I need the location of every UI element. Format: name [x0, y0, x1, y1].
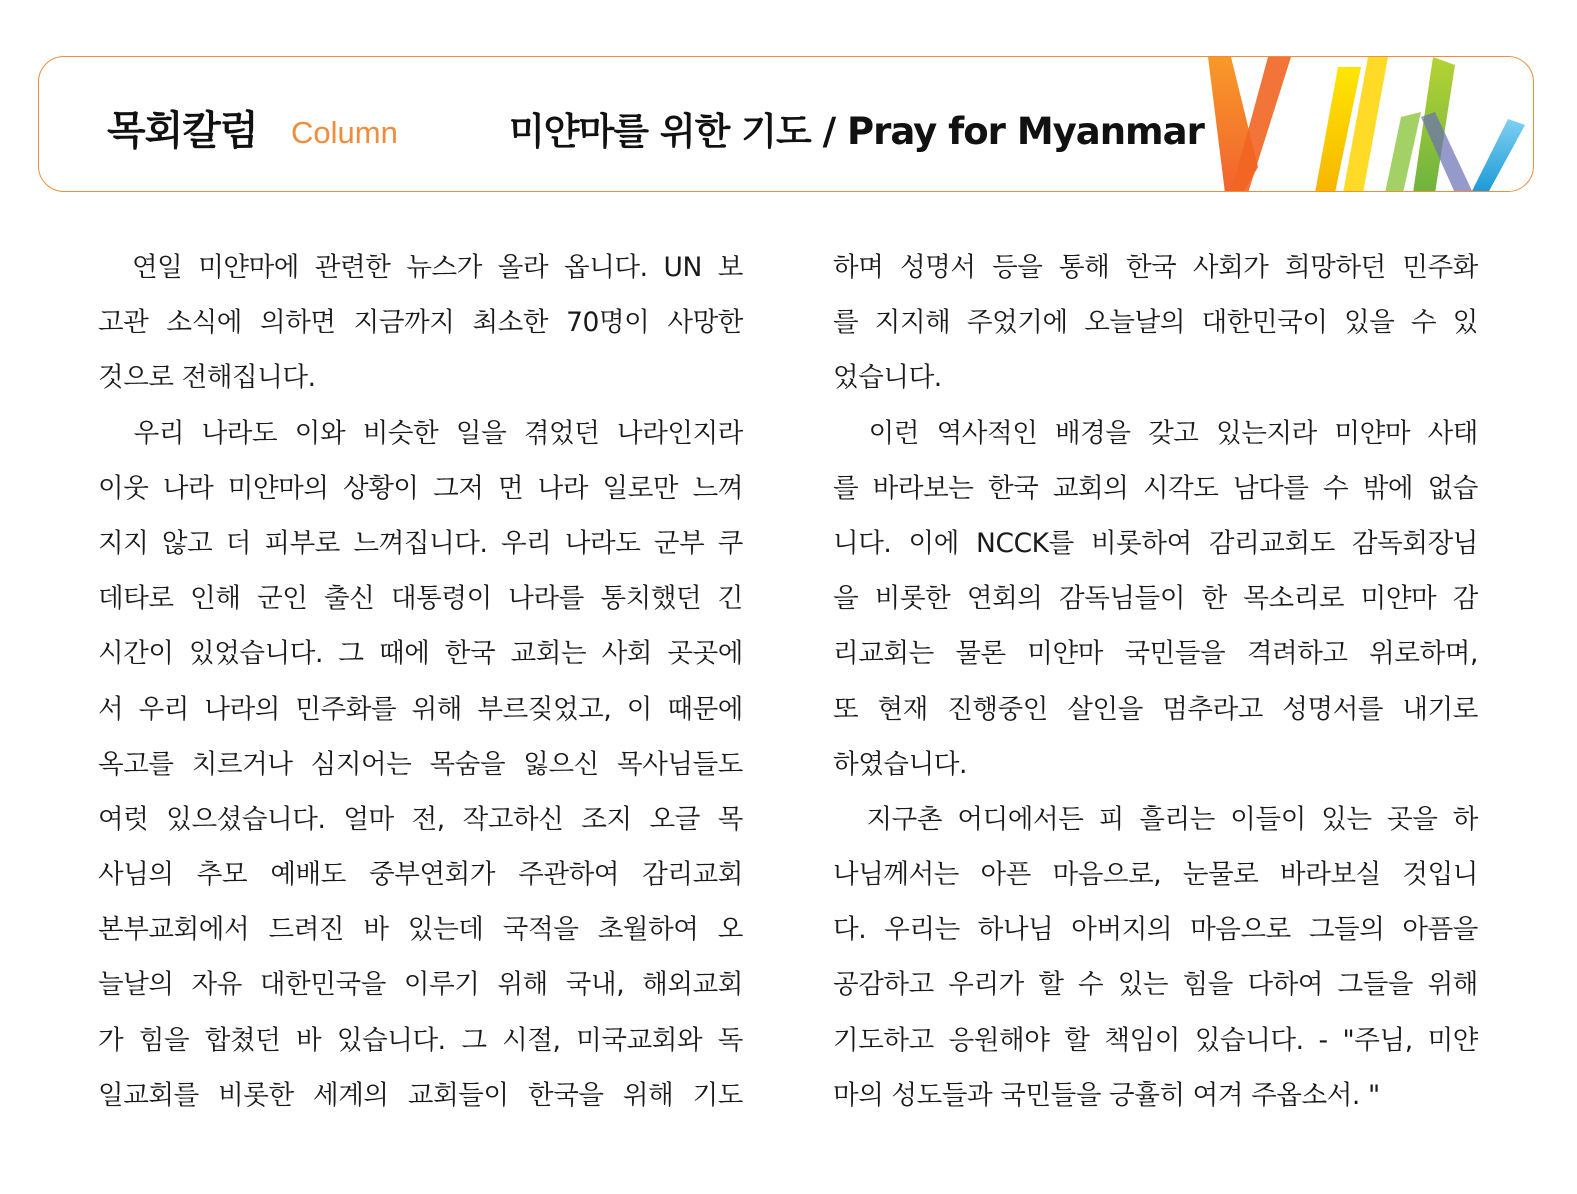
body-text-line: 본부교회에서 드려진 바 있는데 국적을 초월하여 오: [98, 914, 743, 946]
body-text-line: 고관 소식에 의하면 지금까지 최소한 70명이 사망한: [98, 307, 743, 339]
body-text-line: 지지 않고 더 피부로 느껴집니다. 우리 나라도 군부 쿠: [98, 527, 743, 559]
section-subtitle: Column: [291, 115, 398, 150]
body-text-line: 여럿 있으셨습니다. 얼마 전, 작고하신 조지 오글 목: [98, 803, 743, 835]
body-text-line: 기도하고 응원해야 할 책임이 있습니다. - "주님, 미얀: [833, 1024, 1478, 1056]
body-text-line: 사님의 추모 예배도 중부연회가 주관하여 감리교회: [98, 859, 743, 891]
body-text-line: 가 힘을 합쳤던 바 있습니다. 그 시절, 미국교회와 독: [98, 1024, 743, 1056]
body-text-line: 었습니다.: [833, 362, 942, 394]
body-text-line: 또 현재 진행중인 살인을 멈추라고 성명서를 내기로: [833, 693, 1478, 725]
body-text-line: 나님께서는 아픈 마음으로, 눈물로 바라보실 것입니: [833, 859, 1478, 891]
body-text-line: 연일 미얀마에 관련한 뉴스가 올라 옵니다. UN 보: [98, 252, 743, 283]
article-body: [98, 240, 1478, 1140]
body-text-line: 를 바라보는 한국 교회의 시각도 남다를 수 밖에 없습: [833, 472, 1478, 504]
body-text-line: 지구촌 어디에서든 피 흘리는 이들이 있는 곳을 하: [833, 803, 1478, 835]
body-text-line: 마의 성도들과 국민들을 긍휼히 여겨 주옵소서. ": [833, 1079, 1380, 1111]
body-text-line: 리교회는 물론 미얀마 국민들을 격려하고 위로하며,: [833, 638, 1478, 670]
decorative-stripes-graphic: [1203, 57, 1533, 192]
body-text-line: 늘날의 자유 대한민국을 이루기 위해 국내, 해외교회: [98, 969, 743, 1001]
column-header: [38, 56, 1534, 192]
body-text-line: 을 비롯한 연회의 감독님들이 한 목소리로 미얀마 감: [833, 583, 1478, 615]
body-text-line: 우리 나라도 이와 비슷한 일을 겪었던 나라인지라: [98, 417, 743, 449]
body-text-line: 를 지지해 주었기에 오늘날의 대한민국이 있을 수 있: [833, 307, 1478, 339]
left-column: [98, 240, 743, 1123]
body-text-line: 시간이 있었습니다. 그 때에 한국 교회는 사회 곳곳에: [98, 638, 743, 670]
body-text-line: 옥고를 치르거나 심지어는 목숨을 잃으신 목사님들도: [98, 748, 743, 780]
body-text-line: 이웃 나라 미얀마의 상황이 그저 먼 나라 일로만 느껴: [98, 472, 743, 504]
body-text-line: 일교회를 비롯한 세계의 교회들이 한국을 위해 기도: [98, 1079, 743, 1111]
section-title: 목회칼럼: [107, 108, 258, 154]
body-text-line: 서 우리 나라의 민주화를 위해 부르짖었고, 이 때문에: [98, 693, 743, 725]
body-text-line: 니다. 이에 NCCK를 비롯하여 감리교회도 감독회장님: [833, 527, 1478, 559]
article-title: 미얀마를 위한 기도 / Pray for Myanmar: [509, 110, 1204, 153]
right-column: [833, 240, 1478, 1123]
body-text-line: 이런 역사적인 배경을 갖고 있는지라 미얀마 사태: [833, 417, 1478, 449]
body-text-line: 것으로 전해집니다.: [98, 362, 316, 394]
body-text-line: 다. 우리는 하나님 아버지의 마음으로 그들의 아픔을: [833, 914, 1478, 946]
body-text-line: 공감하고 우리가 할 수 있는 힘을 다하여 그들을 위해: [833, 969, 1478, 1001]
body-text-line: 데타로 인해 군인 출신 대통령이 나라를 통치했던 긴: [98, 583, 743, 615]
body-text-line: 하며 성명서 등을 통해 한국 사회가 희망하던 민주화: [833, 252, 1478, 283]
body-text-line: 하였습니다.: [833, 748, 968, 780]
